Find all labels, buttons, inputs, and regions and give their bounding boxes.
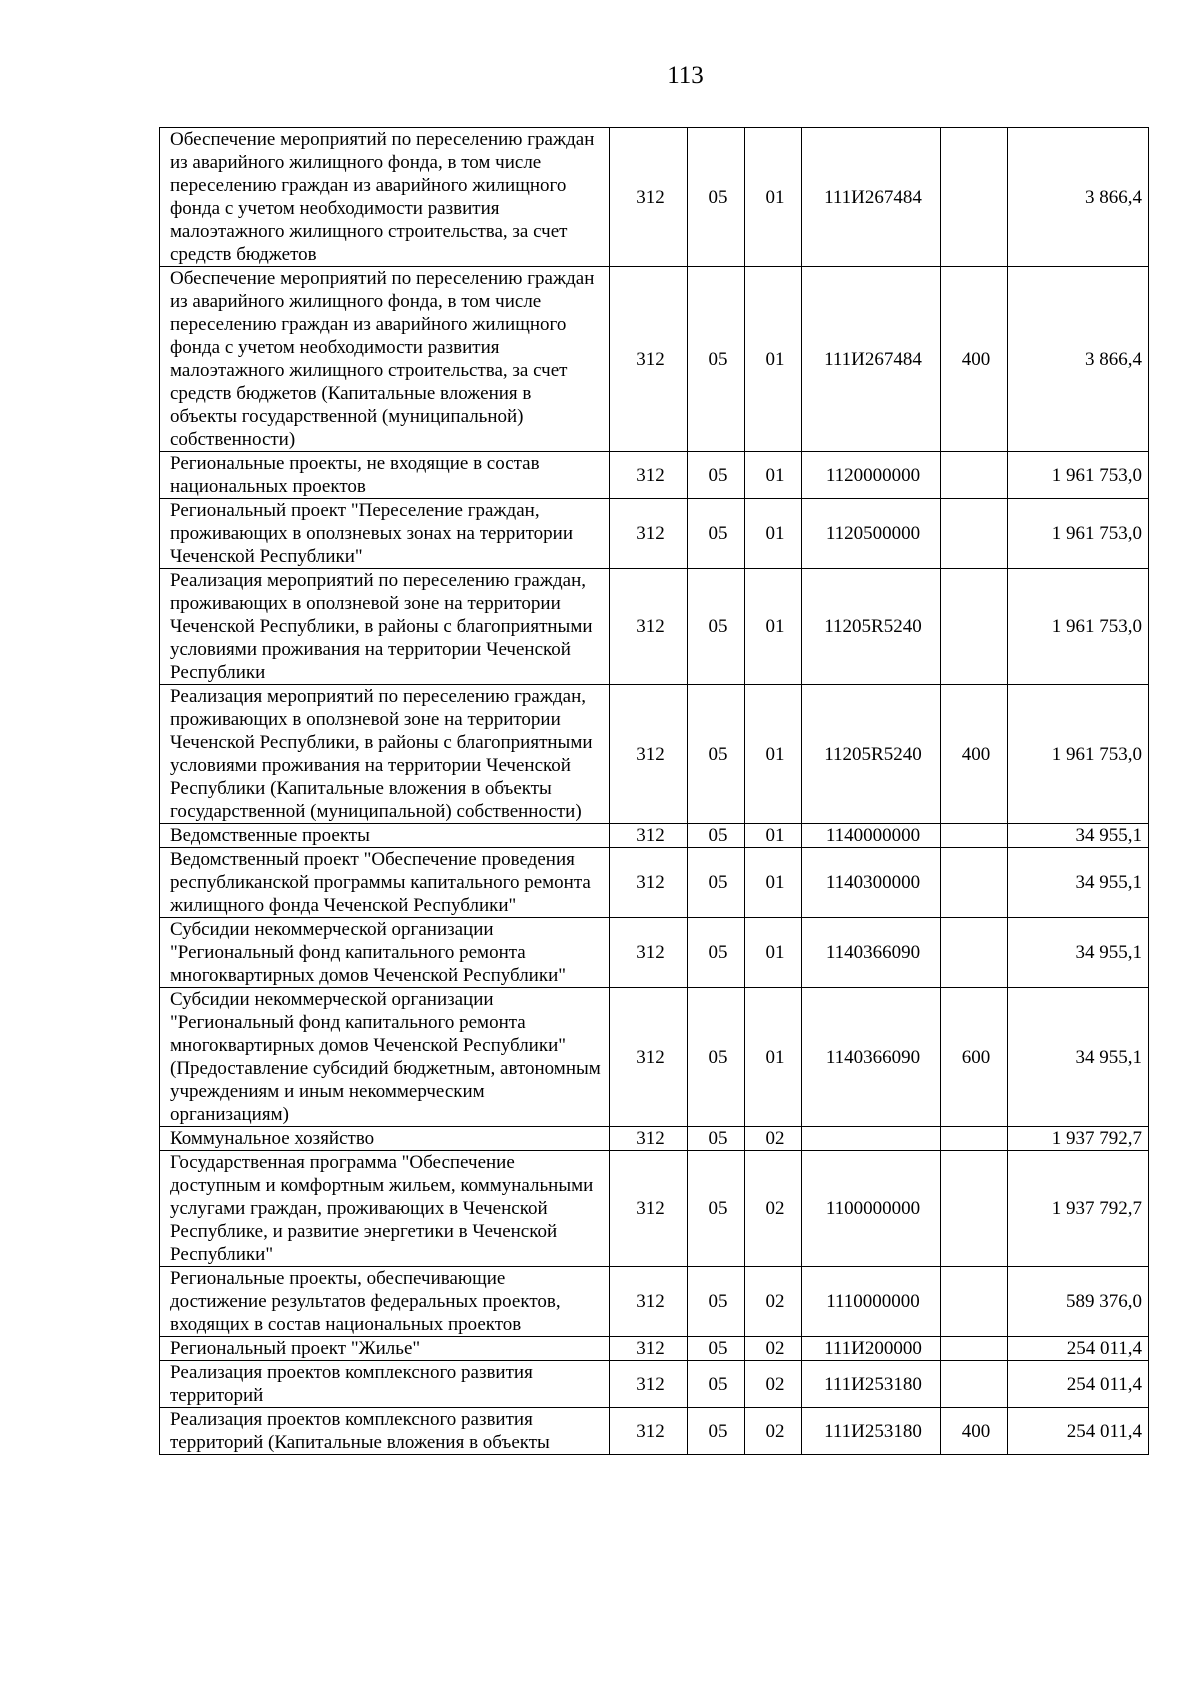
table-row: [160, 685, 1149, 824]
amount-cell: 1 961 753,0: [1008, 569, 1149, 685]
expense-type-cell: 600: [941, 988, 1008, 1127]
ved-code-cell: 312: [610, 499, 688, 569]
row-name-cell: Обеспечение мероприятий по переселению граждан из аварийного жилищного фонда, в том числе переселению граждан из аварийного жилищного фонда с учетом необходимости развития малоэтажного жилищного строительства, за счет средств бюджетов (Капитальные вложения в объекты государственной (муниципальной) собственности): [160, 267, 610, 452]
amount-cell: 34 955,1: [1008, 824, 1149, 848]
row-name-cell: Ведомственный проект "Обеспечение проведения республиканской программы капитального ремонта жилищного фонда Чеченской Республики": [160, 848, 610, 918]
amount-cell: 3 866,4: [1008, 128, 1149, 267]
subsection-code-cell: 01: [745, 452, 802, 499]
expense-type-cell: 400: [941, 1408, 1008, 1455]
section-code-cell: 05: [688, 499, 745, 569]
amount-cell: 34 955,1: [1008, 918, 1149, 988]
table-row: [160, 1361, 1149, 1408]
budget-table-body: [160, 128, 1149, 1455]
page-number: 113: [667, 62, 704, 89]
table-row: [160, 267, 1149, 452]
ved-code-cell: 312: [610, 1151, 688, 1267]
amount-cell: 1 937 792,7: [1008, 1127, 1149, 1151]
amount-cell: 254 011,4: [1008, 1408, 1149, 1455]
budget-table: [159, 127, 1149, 1455]
table-row: [160, 848, 1149, 918]
section-code-cell: 05: [688, 267, 745, 452]
target-article-cell: 11205R5240: [802, 569, 941, 685]
amount-cell: 589 376,0: [1008, 1267, 1149, 1337]
ved-code-cell: 312: [610, 824, 688, 848]
subsection-code-cell: 01: [745, 569, 802, 685]
target-article-cell: 1120500000: [802, 499, 941, 569]
ved-code-cell: 312: [610, 685, 688, 824]
subsection-code-cell: 01: [745, 128, 802, 267]
expense-type-cell: [941, 918, 1008, 988]
target-article-cell: 111И253180: [802, 1408, 941, 1455]
row-name-cell: Реализация проектов комплексного развития территорий (Капитальные вложения в объекты: [160, 1408, 610, 1455]
amount-cell: 254 011,4: [1008, 1361, 1149, 1408]
amount-cell: 1 961 753,0: [1008, 499, 1149, 569]
row-name-cell: Обеспечение мероприятий по переселению граждан из аварийного жилищного фонда, в том числе переселению граждан из аварийного жилищного фонда с учетом необходимости развития малоэтажного жилищного строительства, за счет средств бюджетов: [160, 128, 610, 267]
expense-type-cell: [941, 1267, 1008, 1337]
table-row: [160, 918, 1149, 988]
target-article-cell: 1120000000: [802, 452, 941, 499]
subsection-code-cell: 01: [745, 848, 802, 918]
subsection-code-cell: 02: [745, 1337, 802, 1361]
ved-code-cell: 312: [610, 1127, 688, 1151]
expense-type-cell: [941, 499, 1008, 569]
table-row: [160, 824, 1149, 848]
target-article-cell: 11205R5240: [802, 685, 941, 824]
section-code-cell: 05: [688, 1337, 745, 1361]
subsection-code-cell: 01: [745, 685, 802, 824]
section-code-cell: 05: [688, 848, 745, 918]
target-article-cell: 1100000000: [802, 1151, 941, 1267]
expense-type-cell: [941, 569, 1008, 685]
ved-code-cell: 312: [610, 1408, 688, 1455]
section-code-cell: 05: [688, 988, 745, 1127]
subsection-code-cell: 02: [745, 1127, 802, 1151]
section-code-cell: 05: [688, 1151, 745, 1267]
row-name-cell: Субсидии некоммерческой организации "Региональный фонд капитального ремонта многоквартирных домов Чеченской Республики" (Предоставление субсидий бюджетным, автономным учреждениям и иным некоммерческим организациям): [160, 988, 610, 1127]
row-name-cell: Коммунальное хозяйство: [160, 1127, 610, 1151]
table-row: [160, 452, 1149, 499]
amount-cell: 1 961 753,0: [1008, 685, 1149, 824]
expense-type-cell: 400: [941, 685, 1008, 824]
table-row: [160, 1408, 1149, 1455]
subsection-code-cell: 01: [745, 824, 802, 848]
section-code-cell: 05: [688, 569, 745, 685]
subsection-code-cell: 01: [745, 918, 802, 988]
table-row: [160, 1151, 1149, 1267]
row-name-cell: Реализация мероприятий по переселению граждан, проживающих в оползневой зоне на территории Чеченской Республики, в районы с благоприятными условиями проживания на территории Чеченской Республики (Капитальные вложения в объекты государственной (муниципальной) собственности): [160, 685, 610, 824]
amount-cell: 1 937 792,7: [1008, 1151, 1149, 1267]
expense-type-cell: [941, 1361, 1008, 1408]
table-row: [160, 1267, 1149, 1337]
amount-cell: 34 955,1: [1008, 848, 1149, 918]
expense-type-cell: [941, 1127, 1008, 1151]
expense-type-cell: [941, 824, 1008, 848]
subsection-code-cell: 02: [745, 1267, 802, 1337]
target-article-cell: 111И253180: [802, 1361, 941, 1408]
expense-type-cell: 400: [941, 267, 1008, 452]
row-name-cell: Региональный проект "Переселение граждан, проживающих в оползневых зонах на территории Чеченской Республики": [160, 499, 610, 569]
ved-code-cell: 312: [610, 848, 688, 918]
ved-code-cell: 312: [610, 1337, 688, 1361]
subsection-code-cell: 02: [745, 1151, 802, 1267]
expense-type-cell: [941, 1151, 1008, 1267]
section-code-cell: 05: [688, 1267, 745, 1337]
subsection-code-cell: 01: [745, 499, 802, 569]
ved-code-cell: 312: [610, 569, 688, 685]
ved-code-cell: 312: [610, 128, 688, 267]
target-article-cell: 111И267484: [802, 128, 941, 267]
section-code-cell: 05: [688, 1127, 745, 1151]
row-name-cell: Реализация мероприятий по переселению граждан, проживающих в оползневой зоне на территории Чеченской Республики, в районы с благоприятными условиями проживания на территории Чеченской Республики: [160, 569, 610, 685]
ved-code-cell: 312: [610, 452, 688, 499]
table-row: [160, 569, 1149, 685]
target-article-cell: 111И200000: [802, 1337, 941, 1361]
subsection-code-cell: 01: [745, 988, 802, 1127]
amount-cell: 254 011,4: [1008, 1337, 1149, 1361]
row-name-cell: Региональный проект "Жилье": [160, 1337, 610, 1361]
amount-cell: 3 866,4: [1008, 267, 1149, 452]
target-article-cell: 1110000000: [802, 1267, 941, 1337]
table-row: [160, 1127, 1149, 1151]
expense-type-cell: [941, 128, 1008, 267]
target-article-cell: [802, 1127, 941, 1151]
expense-type-cell: [941, 452, 1008, 499]
row-name-cell: Региональные проекты, не входящие в состав национальных проектов: [160, 452, 610, 499]
ved-code-cell: 312: [610, 1267, 688, 1337]
target-article-cell: 1140366090: [802, 918, 941, 988]
amount-cell: 34 955,1: [1008, 988, 1149, 1127]
section-code-cell: 05: [688, 685, 745, 824]
table-row: [160, 128, 1149, 267]
row-name-cell: Государственная программа "Обеспечение доступным и комфортным жильем, коммунальными услугами граждан, проживающих в Чеченской Республике, и развитие энергетики в Чеченской Республики": [160, 1151, 610, 1267]
section-code-cell: 05: [688, 128, 745, 267]
target-article-cell: 1140366090: [802, 988, 941, 1127]
section-code-cell: 05: [688, 918, 745, 988]
row-name-cell: Ведомственные проекты: [160, 824, 610, 848]
ved-code-cell: 312: [610, 1361, 688, 1408]
target-article-cell: 1140300000: [802, 848, 941, 918]
table-row: [160, 499, 1149, 569]
table-row: [160, 1337, 1149, 1361]
table-row: [160, 988, 1149, 1127]
ved-code-cell: 312: [610, 988, 688, 1127]
section-code-cell: 05: [688, 824, 745, 848]
target-article-cell: 1140000000: [802, 824, 941, 848]
subsection-code-cell: 01: [745, 267, 802, 452]
section-code-cell: 05: [688, 452, 745, 499]
section-code-cell: 05: [688, 1408, 745, 1455]
ved-code-cell: 312: [610, 918, 688, 988]
ved-code-cell: 312: [610, 267, 688, 452]
subsection-code-cell: 02: [745, 1408, 802, 1455]
subsection-code-cell: 02: [745, 1361, 802, 1408]
section-code-cell: 05: [688, 1361, 745, 1408]
expense-type-cell: [941, 848, 1008, 918]
expense-type-cell: [941, 1337, 1008, 1361]
amount-cell: 1 961 753,0: [1008, 452, 1149, 499]
row-name-cell: Региональные проекты, обеспечивающие достижение результатов федеральных проектов, входящих в состав национальных проектов: [160, 1267, 610, 1337]
row-name-cell: Субсидии некоммерческой организации "Региональный фонд капитального ремонта многоквартирных домов Чеченской Республики": [160, 918, 610, 988]
row-name-cell: Реализация проектов комплексного развития территорий: [160, 1361, 610, 1408]
target-article-cell: 111И267484: [802, 267, 941, 452]
